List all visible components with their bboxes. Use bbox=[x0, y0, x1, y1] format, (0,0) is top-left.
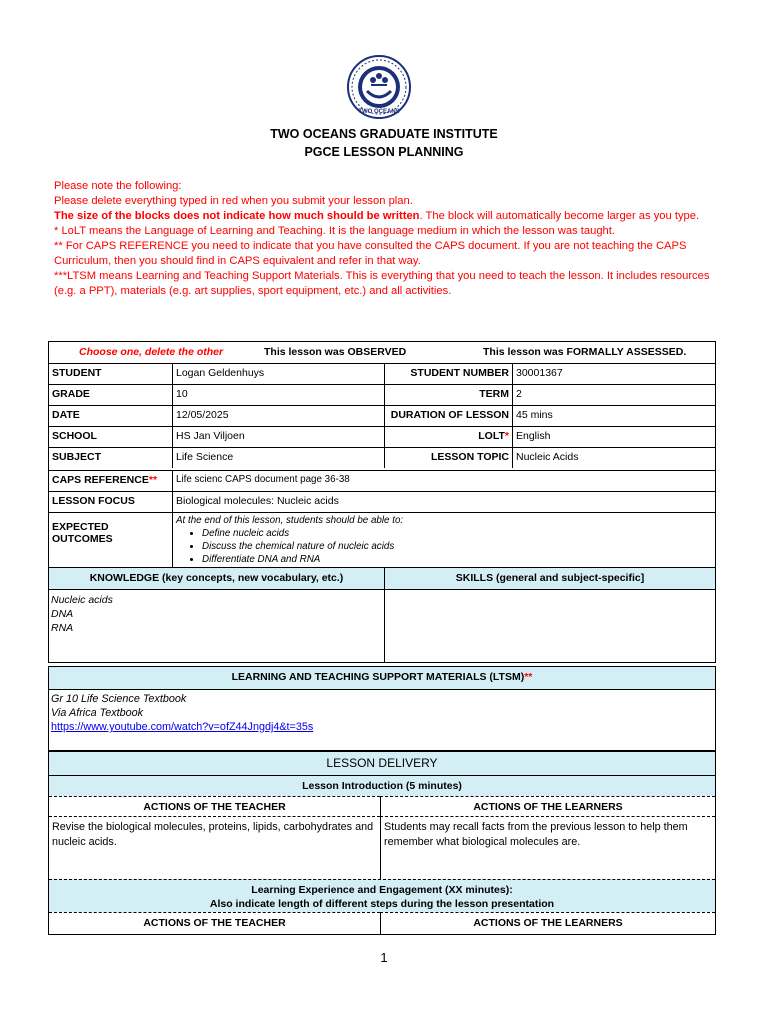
ltsm-content[interactable] bbox=[49, 689, 715, 750]
experience-line-1: Learning Experience and Engagement (XX minutes): bbox=[251, 884, 513, 896]
learner-actions-text[interactable]: Students may recall facts from the previous lesson to help them remember what biological molecules are. bbox=[380, 816, 715, 879]
institute-logo bbox=[347, 55, 411, 119]
outcomes-label-1: EXPECTED bbox=[52, 521, 109, 533]
choose-row bbox=[49, 342, 715, 363]
outcome-item: • Define nucleic acids bbox=[202, 527, 712, 540]
outcomes-label bbox=[49, 512, 172, 567]
note-line: Please note the following: bbox=[54, 180, 182, 192]
lolt-label bbox=[384, 426, 512, 447]
note-bold: The size of the blocks does not indicate how much should be written bbox=[54, 210, 420, 222]
grade-label: GRADE bbox=[49, 384, 172, 405]
ltsm-table bbox=[48, 666, 716, 751]
teacher-actions-header: ACTIONS OF THE TEACHER bbox=[49, 796, 380, 816]
experience-header bbox=[49, 879, 715, 912]
experience-line-2: Also indicate length of different steps during the lesson presentation bbox=[209, 898, 555, 910]
grade-value[interactable]: 10 bbox=[172, 384, 384, 405]
institute-title: TWO OCEANS GRADUATE INSTITUTE bbox=[270, 127, 498, 141]
assessed-option[interactable]: This lesson was FORMALLY ASSESSED. bbox=[483, 346, 687, 358]
term-label: TERM bbox=[384, 384, 512, 405]
learner-actions-header: ACTIONS OF THE LEARNERS bbox=[380, 796, 715, 816]
school-label: SCHOOL bbox=[49, 426, 172, 447]
note-rest: . The block will automatically become larger as you type. bbox=[419, 210, 700, 222]
subject-value[interactable]: Life Science bbox=[172, 447, 384, 468]
outcomes-label-2: OUTCOMES bbox=[52, 533, 113, 545]
note-line bbox=[54, 209, 714, 224]
knowledge-item: Nucleic acids bbox=[51, 594, 113, 606]
delivery-header: LESSON DELIVERY bbox=[49, 752, 715, 775]
intro-header: Lesson Introduction (5 minutes) bbox=[49, 775, 715, 796]
student-number-label: STUDENT NUMBER bbox=[384, 363, 512, 384]
school-value[interactable]: HS Jan Viljoen bbox=[172, 426, 384, 447]
teacher-actions-header-2: ACTIONS OF THE TEACHER bbox=[49, 912, 380, 934]
caps-star: ** bbox=[148, 474, 158, 486]
subject-label: SUBJECT bbox=[49, 447, 172, 468]
lolt-star: * bbox=[504, 430, 509, 442]
outcomes-list bbox=[176, 527, 712, 566]
ltsm-header bbox=[49, 667, 715, 689]
observed-option[interactable]: This lesson was OBSERVED bbox=[264, 346, 407, 358]
caps-label bbox=[49, 470, 172, 491]
ltsm-star: ** bbox=[524, 671, 533, 683]
outcome-item: • Differentiate DNA and RNA bbox=[202, 553, 712, 566]
date-value[interactable]: 12/05/2025 bbox=[172, 405, 384, 426]
page-number: 1 bbox=[380, 950, 388, 965]
student-value[interactable]: Logan Geldenhuys bbox=[172, 363, 384, 384]
skills-content[interactable] bbox=[384, 589, 715, 662]
outcomes-value[interactable] bbox=[172, 512, 715, 567]
focus-value[interactable]: Biological molecules: Nucleic acids bbox=[172, 491, 715, 512]
ltsm-video-link[interactable]: https://www.youtube.com/watch?v=ofZ44Jngdj4&t=35s bbox=[51, 721, 314, 733]
note-line: Please delete everything typed in red when you submit your lesson plan. bbox=[54, 195, 413, 207]
knowledge-header: KNOWLEDGE (key concepts, new vocabulary, etc.) bbox=[49, 567, 384, 589]
duration-value[interactable]: 45 mins bbox=[512, 405, 715, 426]
topic-label: LESSON TOPIC bbox=[384, 447, 512, 468]
document-title: PGCE LESSON PLANNING bbox=[304, 145, 464, 159]
outcomes-intro: At the end of this lesson, students should be able to: bbox=[176, 515, 404, 526]
learner-actions-header-2: ACTIONS OF THE LEARNERS bbox=[380, 912, 715, 934]
duration-label: DURATION OF LESSON bbox=[384, 405, 512, 426]
ltsm-item: Via Africa Textbook bbox=[51, 707, 144, 719]
focus-label: LESSON FOCUS bbox=[49, 491, 172, 512]
knowledge-item: DNA bbox=[51, 608, 74, 620]
notes-section bbox=[54, 179, 714, 299]
date-label: DATE bbox=[49, 405, 172, 426]
note-line: * LoLT means the Language of Learning and Teaching. It is the language medium in which the lesson was taught. bbox=[54, 225, 615, 237]
term-value[interactable]: 2 bbox=[512, 384, 715, 405]
skills-header: SKILLS (general and subject-specific] bbox=[384, 567, 715, 589]
lolt-label-text: LOLT bbox=[478, 430, 505, 442]
ltsm-item: Gr 10 Life Science Textbook bbox=[51, 693, 187, 705]
teacher-actions-text[interactable]: Revise the biological molecules, proteins, lipids, carbohydrates and nucleic acids. bbox=[49, 816, 380, 879]
knowledge-item: RNA bbox=[51, 622, 74, 634]
caps-value[interactable]: Life scienc CAPS document page 36-38 bbox=[172, 470, 715, 491]
note-line: ** For CAPS REFERENCE you need to indicate that you have consulted the CAPS document. If you are not teaching the CAPS Curriculum, then you should find in CAPS equivalent and refer in that way. bbox=[54, 240, 687, 267]
lesson-details-table bbox=[48, 341, 716, 663]
student-number-value[interactable]: 30001367 bbox=[512, 363, 715, 384]
knowledge-content[interactable] bbox=[49, 589, 384, 662]
lesson-delivery-table bbox=[48, 751, 716, 935]
lolt-value[interactable]: English bbox=[512, 426, 715, 447]
ltsm-header-text: LEARNING AND TEACHING SUPPORT MATERIALS (LTSM) bbox=[231, 671, 525, 683]
caps-label-text: CAPS REFERENCE bbox=[52, 474, 149, 486]
student-label: STUDENT bbox=[49, 363, 172, 384]
note-line: ***LTSM means Learning and Teaching Support Materials. This is everything that you need to teach the lesson. It includes resources (e.g. a PPT), materials (e.g. art supplies, sport equipment, etc.) and all activities. bbox=[54, 270, 710, 297]
choose-instruction: Choose one, delete the other bbox=[79, 346, 224, 358]
outcome-item: • Discuss the chemical nature of nucleic acids bbox=[202, 540, 712, 553]
svg-text:TWO OCEANS: TWO OCEANS bbox=[358, 109, 400, 115]
topic-value[interactable]: Nucleic Acids bbox=[512, 447, 715, 468]
